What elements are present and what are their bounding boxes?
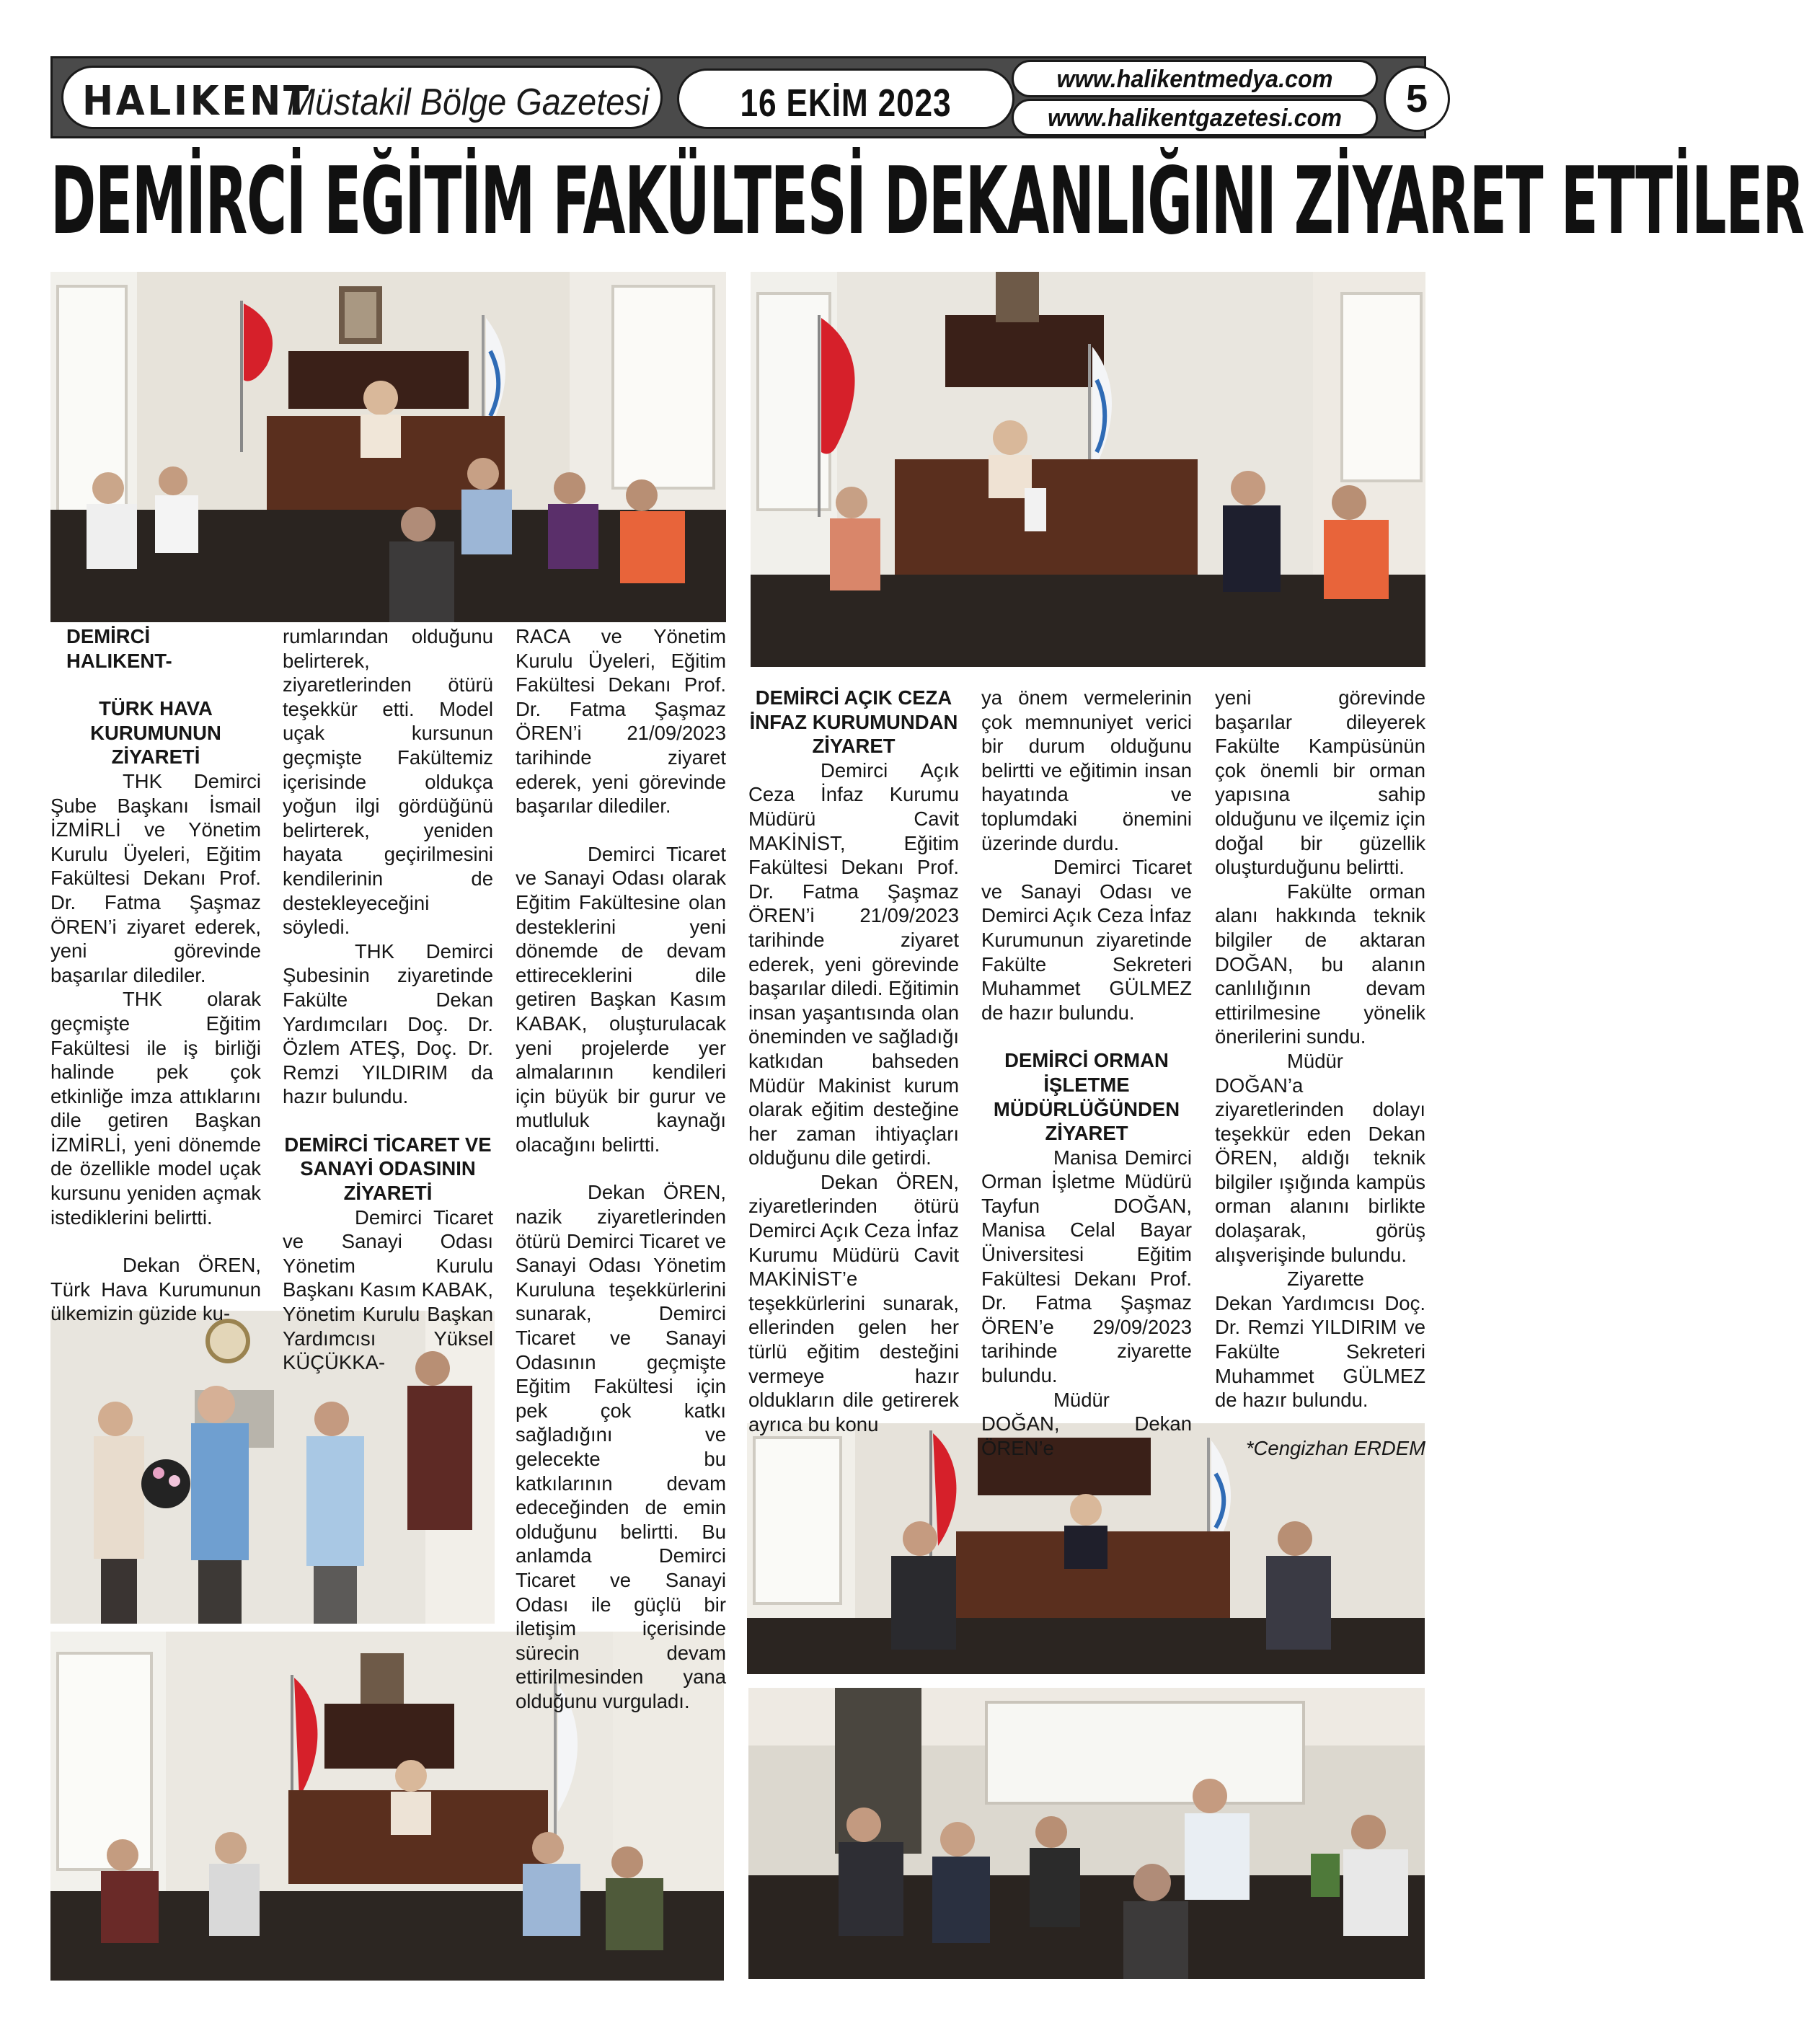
- photo-chamber-visit: [751, 272, 1425, 667]
- text-column-4: [748, 686, 959, 1436]
- main-headline: DEMİRCİ EĞİTİM FAKÜLTESİ DEKANLIĞINI ZİYARET ETTİLER: [50, 148, 1804, 255]
- paragraph: Dekan ÖREN, Türk Hava Kurumunun ülkemizin güzide ku-: [50, 1254, 261, 1325]
- paragraph: Dekan ÖREN, ziyaretlerinden ötürü Demirci Açık Ceza İnfaz Kurumu Müdürü Cavit MAKİNİST’e teşekkürlerini sunarak, ellerinden gelen her türlü eğitim desteğini vermeye hazır oldukların dile getirerek ayrıca bu konu: [748, 1170, 959, 1435]
- paragraph: ya önem vermelerinin çok memnuniyet verici bir durum olduğunu belirtti ve eğitimin insan hayatında ve toplumdaki önemini üzerinde durdu.: [981, 686, 1192, 854]
- newspaper-tagline: Müstakil Bölge Gazetesi: [287, 81, 650, 123]
- author-byline: *Cengizhan ERDEM: [1245, 1436, 1425, 1459]
- paragraph: Demirci Ticaret ve Sanayi Odası ve Demirci Açık Ceza İnfaz Kurumunun ziyaretinde Fakülte Sekreteri Muhammet GÜLMEZ de hazır bulundu.: [981, 856, 1192, 1024]
- text-column-2: [283, 624, 493, 1375]
- paragraph: Dekan ÖREN, nazik ziyaretlerinden ötürü Demirci Ticaret ve Sanayi Odası Yönetim Kuruluna teşekkürlerini sunarak, Demirci Ticaret ve Sanayi Odasının geçmişte Eğitim Fakültesi için pek çok katkı sağladığını ve gelecekte bu katkılarının devam edeceğinden de emin olduğunu belirtti. Bu anlamda Demirci Ticaret ve Sanayi Odası ile güçlü bir iletişim içerisinde sürecin devam ettirilmesinden yana olduğunu vurguladı.: [516, 1181, 726, 1712]
- page-number: 5: [1405, 77, 1428, 120]
- text-column-5: [981, 686, 1192, 1460]
- paragraph: Fakülte orman alanı hakkında teknik bilgiler de aktaran DOĞAN, bu alanın canlılığının devam ettirilmesine yönelik önerilerini sundu.: [1215, 880, 1425, 1048]
- photo-forestry-director-visit: [748, 1688, 1425, 1979]
- paragraph: THK Demirci Şube Başkanı İsmail İZMİRLİ ve Yönetim Kurulu Üyeleri, Eğitim Fakültesi Dekanı Prof. Dr. Fatma Şaşmaz ÖREN’i ziyaret ederek, yeni görevinde başarılar dilediler.: [50, 769, 261, 986]
- text-column-6: [1215, 686, 1425, 1460]
- paragraph: Demirci Ticaret ve Sanayi Odası olarak Eğitim Fakültesine olan desteklerini yeni dönemde de devam ettireceklerini dile getiren Başkan Kasım KABAK, oluşturulacak yeni projelerde yer almalarının kendileri için büyük bir gurur ve mutluluk kaynağı olacağını belirtti.: [516, 842, 726, 1156]
- text-column-1: [50, 624, 261, 1326]
- paragraph: yeni görevinde başarılar dileyerek Fakülte Kampüsünün çok önemli bir orman yapısına sahip olduğunu ve ilçemiz için doğal bir güzellik oluşturduğunu belirtti.: [1215, 686, 1425, 879]
- paragraph: rumlarından olduğunu belirterek, ziyaretlerinden ötürü teşekkür etti. Model uçak kursunun geçmişte Fakültemiz içerisinde oldukça yoğun ilgi gördüğünü belirterek, yeniden hayata geçirilmesini kendilerinin de destekleyeceğini söyledi.: [283, 625, 493, 939]
- photo-thk-visit: [50, 272, 726, 622]
- paragraph: Ziyarette Dekan Yardımcısı Doç. Dr. Remzi YILDIRIM ve Fakülte Sekreteri Muhammet GÜLMEZ de hazır bulundu.: [1215, 1267, 1425, 1412]
- paragraph: Manisa Demirci Orman İşletme Müdürü Tayfun DOĞAN, Manisa Celal Bayar Üniversitesi Eğitim Fakültesi Dekanı Prof. Dr. Fatma Şaşmaz ÖREN’e 29/09/2023 tarihinde ziyarette bulundu.: [981, 1146, 1192, 1387]
- section-heading-thk: TÜRK HAVA KURUMUNUN ZİYARETİ: [90, 697, 221, 769]
- newspaper-brand: HALIKENT: [82, 78, 311, 125]
- paragraph: Demirci Ticaret ve Sanayi Odası Yönetim Kurulu Başkanı Kasım KABAK, Yönetim Kurulu Başkan Yardımcısı Yüksel KÜÇÜKKA-: [283, 1205, 493, 1374]
- paragraph: Müdür DOĞAN, Dekan ÖREN’e: [981, 1388, 1192, 1459]
- paragraph: Demirci Açık Ceza İnfaz Kurumu Müdürü Cavit MAKİNİST, Eğitim Fakültesi Dekanı Prof. Dr. Fatma Şaşmaz ÖREN’i 21/09/2023 tarihinde ziyaret ederek, yeni görevinde başarılar diledi. Eğitimin insan yaşantısında olan öneminden ve sağladığı katkıdan bahseden Müdür Makinist kurum olarak eğitim desteğine her zaman ihtiyaçları olduğunu dile getirdi.: [748, 758, 960, 1169]
- masthead-name-box: [61, 66, 663, 129]
- website-2: www.halikentgazetesi.com: [1047, 105, 1343, 132]
- masthead: [50, 56, 1426, 138]
- section-heading-prison: DEMİRCİ AÇIK CEZA İNFAZ KURUMUNDAN ZİYARET: [749, 686, 958, 758]
- paragraph: Müdür DOĞAN’a ziyaretlerinden dolayı teşekkür eden Dekan ÖREN, aldığı teknik bilgiler ışığında kampüs orman alanını birlikte dolaşarak, görüş alışverişinde bulundu.: [1215, 1049, 1425, 1266]
- section-heading-dtso: DEMİRCİ TİCARET VE SANAYİ ODASININ ZİYARETİ: [284, 1133, 492, 1205]
- website-1: www.halikentmedya.com: [1056, 66, 1333, 93]
- website-box-1: [1012, 60, 1378, 97]
- issue-date: 16 EKİM 2023: [740, 81, 952, 125]
- issue-date-box: [677, 68, 1014, 129]
- paragraph: THK olarak geçmişte Eğitim Fakültesi ile iş birliği halinde pek çok etkinliğe imza attıklarını dile getiren Başkan İZMİRLİ, yeni dönemde de özellikle model uçak kursunu yeniden açmak istediklerini belirtti.: [50, 988, 261, 1229]
- section-heading-forestry: DEMİRCİ ORMAN İŞLETME MÜDÜRLÜĞÜNDEN ZİYARET: [993, 1049, 1180, 1145]
- website-box-2: [1012, 99, 1378, 136]
- text-column-3: [516, 624, 726, 1714]
- page-number-box: [1384, 66, 1450, 132]
- paragraph: RACA ve Yönetim Kurulu Üyeleri, Eğitim Fakültesi Dekanı Prof. Dr. Fatma Şaşmaz ÖREN’i 21/09/2023 tarihinde ziyaret ederek, yeni görevinde başarılar dilediler.: [516, 625, 726, 818]
- dateline: DEMİRCİ HALIKENT-: [66, 625, 172, 672]
- paragraph: THK Demirci Şubesinin ziyaretinde Fakülte Dekan Yardımcıları Doç. Dr. Özlem ATEŞ, Doç. Dr. Remzi YILDIRIM da hazır bulundu.: [283, 939, 493, 1108]
- photo-prison-director-visit: [747, 1423, 1425, 1674]
